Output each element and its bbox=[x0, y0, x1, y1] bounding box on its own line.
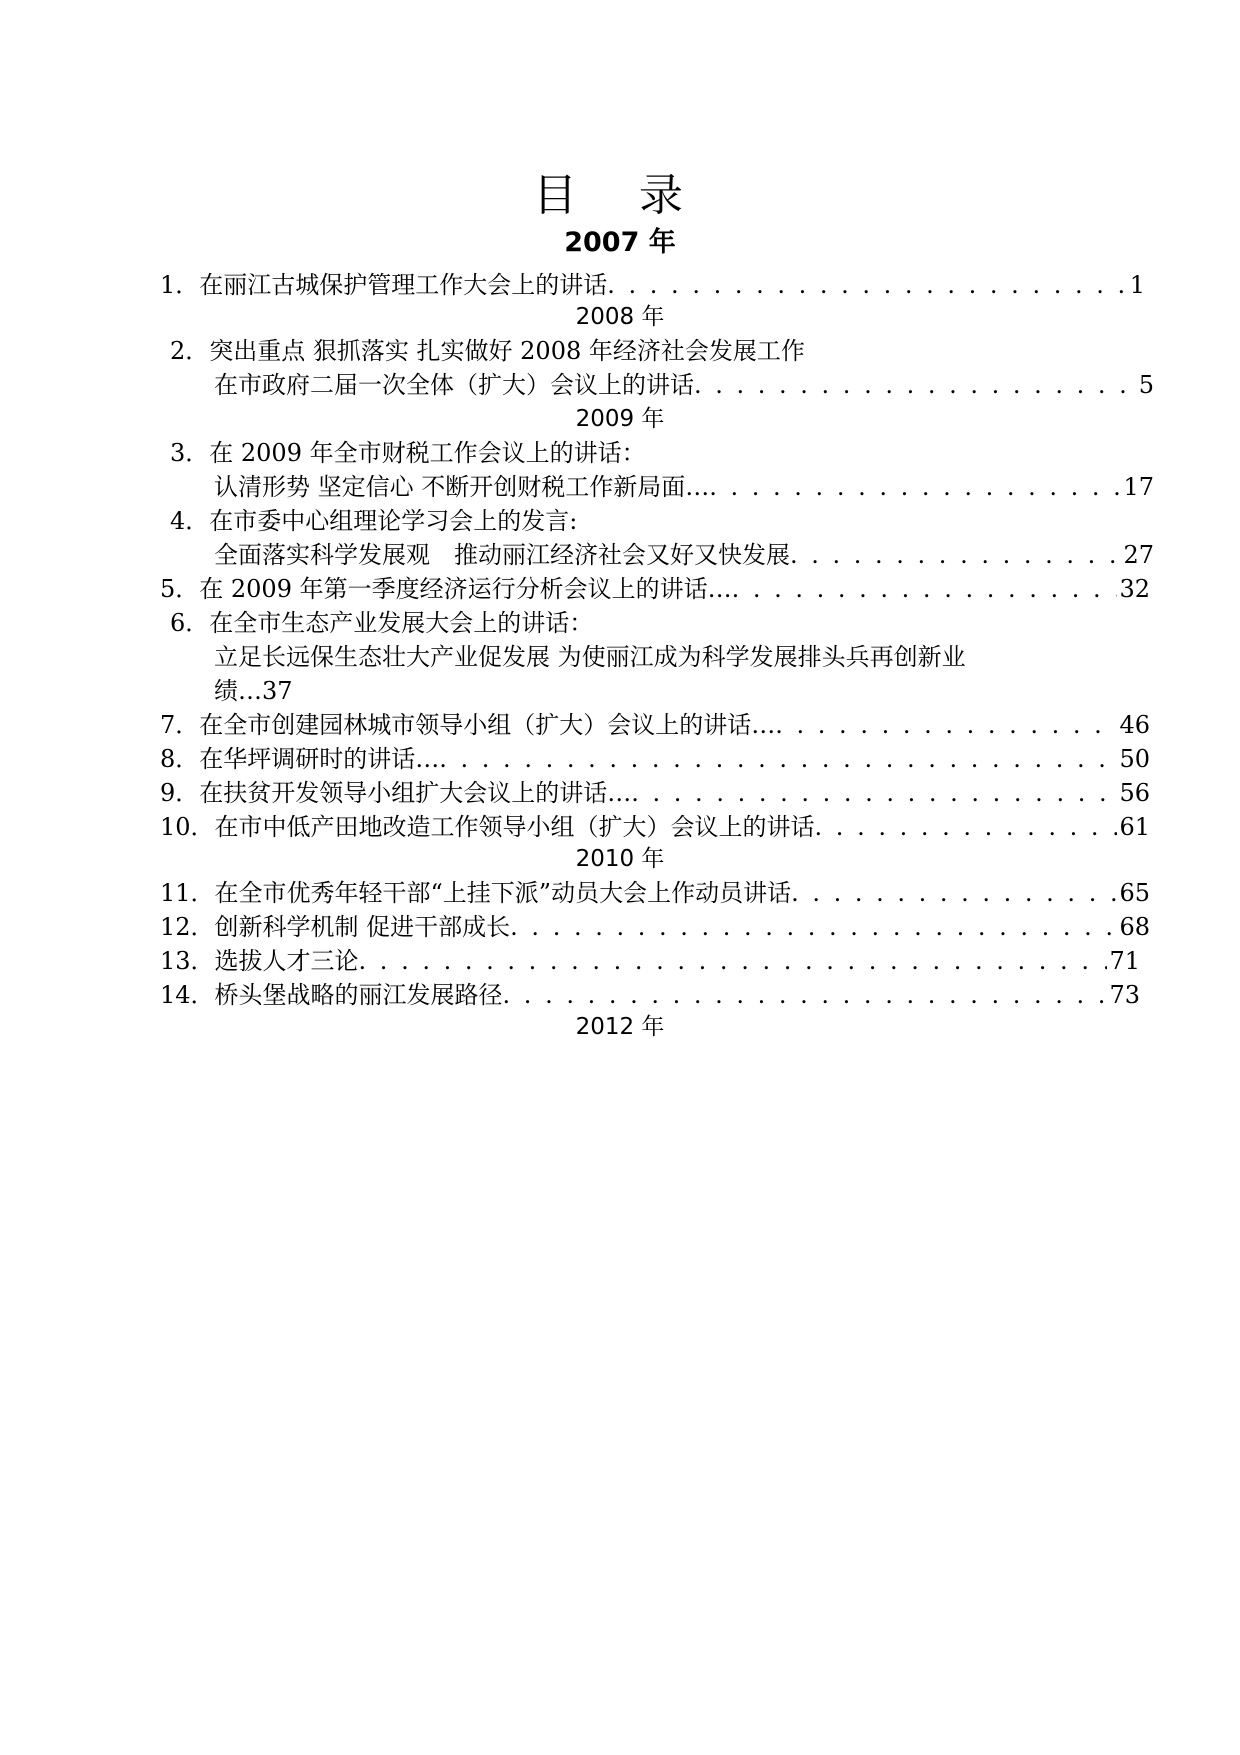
entry-title: 5．在 2009 年第一季度经济运行分析会议上的讲话… bbox=[160, 575, 732, 603]
year-heading-2012: 2012 年 bbox=[575, 1014, 665, 1040]
year-heading-2007: 2007 年 bbox=[564, 227, 676, 258]
page-number: 61 bbox=[1119, 813, 1150, 841]
toc-entry-6-subtitle[interactable]: 立足长远保生态壮大产业促发展 为使丽江成为科学发展排头兵再创新业 bbox=[214, 643, 966, 671]
entry-subtitle: 全面落实科学发展观 推动丽江经济社会又好又快发展 bbox=[214, 541, 790, 569]
page-number: 5 bbox=[1138, 371, 1154, 399]
year-heading-2008: 2008 年 bbox=[575, 304, 665, 330]
toc-entry-6-title[interactable]: 6．在全市生态产业发展大会上的讲话： bbox=[170, 609, 594, 637]
entry-subtitle: 认清形势 坚定信心 不断开创财税工作新局面… bbox=[214, 473, 710, 501]
page-number: 32 bbox=[1119, 575, 1150, 603]
toc-entry-10[interactable] bbox=[160, 812, 1150, 842]
entry-title: 14．桥头堡战略的丽江发展路径 bbox=[160, 981, 503, 1009]
toc-entry-2-subtitle[interactable] bbox=[214, 370, 1154, 400]
entry-title: 7．在全市创建园林城市领导小组（扩大）会议上的讲话… bbox=[160, 711, 776, 739]
entry-title: 11．在全市优秀年轻干部“上挂下派”动员大会上作动员讲话 bbox=[160, 879, 792, 907]
toc-entry-2-title[interactable]: 2．突出重点 狠抓落实 扎实做好 2008 年经济社会发展工作 bbox=[170, 337, 805, 365]
leader-dots bbox=[631, 778, 1117, 808]
leader-dots bbox=[510, 912, 1117, 942]
entry-title: 13．选拔人才三论 bbox=[160, 947, 359, 975]
page-number: 17 bbox=[1123, 473, 1154, 501]
toc-entry-11[interactable] bbox=[160, 878, 1150, 908]
toc-title: 目 录 bbox=[533, 170, 707, 221]
leader-dots bbox=[709, 472, 1121, 502]
year-heading-2010: 2010 年 bbox=[575, 846, 665, 872]
toc-entry-12[interactable] bbox=[160, 912, 1150, 942]
page-number: 68 bbox=[1119, 913, 1150, 941]
year-heading-2009: 2009 年 bbox=[575, 406, 665, 432]
leader-dots bbox=[815, 812, 1118, 842]
toc-entry-3-subtitle[interactable] bbox=[214, 472, 1154, 502]
toc-entry-8[interactable] bbox=[160, 744, 1150, 774]
toc-entry-6-subtitle-continued[interactable]: 绩…37 bbox=[214, 677, 293, 705]
page-number: 65 bbox=[1119, 879, 1150, 907]
page-number: 1 bbox=[1129, 271, 1145, 299]
page-number: 56 bbox=[1119, 779, 1150, 807]
toc-entry-7[interactable] bbox=[160, 710, 1150, 740]
entry-title: 12．创新科学机制 促进干部成长 bbox=[160, 913, 511, 941]
toc-entry-1[interactable] bbox=[160, 270, 1145, 300]
page-number: 46 bbox=[1119, 711, 1150, 739]
toc-entry-4-title[interactable]: 4．在市委中心组理论学习会上的发言: bbox=[170, 507, 578, 535]
page-number: 27 bbox=[1123, 541, 1154, 569]
leader-dots bbox=[694, 370, 1137, 400]
leader-dots bbox=[439, 744, 1117, 774]
entry-title: 1．在丽江古城保护管理工作大会上的讲话 bbox=[160, 271, 608, 299]
leader-dots bbox=[359, 946, 1108, 976]
entry-title: 9．在扶贫开发领导小组扩大会议上的讲话… bbox=[160, 779, 632, 807]
leader-dots bbox=[791, 878, 1117, 908]
page-number: 71 bbox=[1109, 947, 1140, 975]
toc-entry-13[interactable] bbox=[160, 946, 1140, 976]
entry-title: 10．在市中低产田地改造工作领导小组（扩大）会议上的讲话 bbox=[160, 813, 815, 841]
entry-subtitle: 在市政府二届一次全体（扩大）会议上的讲话 bbox=[214, 371, 694, 399]
leader-dots bbox=[732, 574, 1118, 604]
leader-dots bbox=[775, 710, 1117, 740]
leader-dots bbox=[607, 270, 1127, 300]
page-number: 50 bbox=[1119, 745, 1150, 773]
toc-entry-9[interactable] bbox=[160, 778, 1150, 808]
leader-dots bbox=[790, 540, 1121, 570]
toc-entry-14[interactable] bbox=[160, 980, 1140, 1010]
leader-dots bbox=[503, 980, 1108, 1010]
entry-title: 8．在华坪调研时的讲话… bbox=[160, 745, 440, 773]
toc-entry-5[interactable] bbox=[160, 574, 1150, 604]
toc-entry-3-title[interactable]: 3．在 2009 年全市财税工作会议上的讲话： bbox=[170, 439, 646, 467]
page-number: 73 bbox=[1109, 981, 1140, 1009]
toc-entry-4-subtitle[interactable] bbox=[214, 540, 1154, 570]
